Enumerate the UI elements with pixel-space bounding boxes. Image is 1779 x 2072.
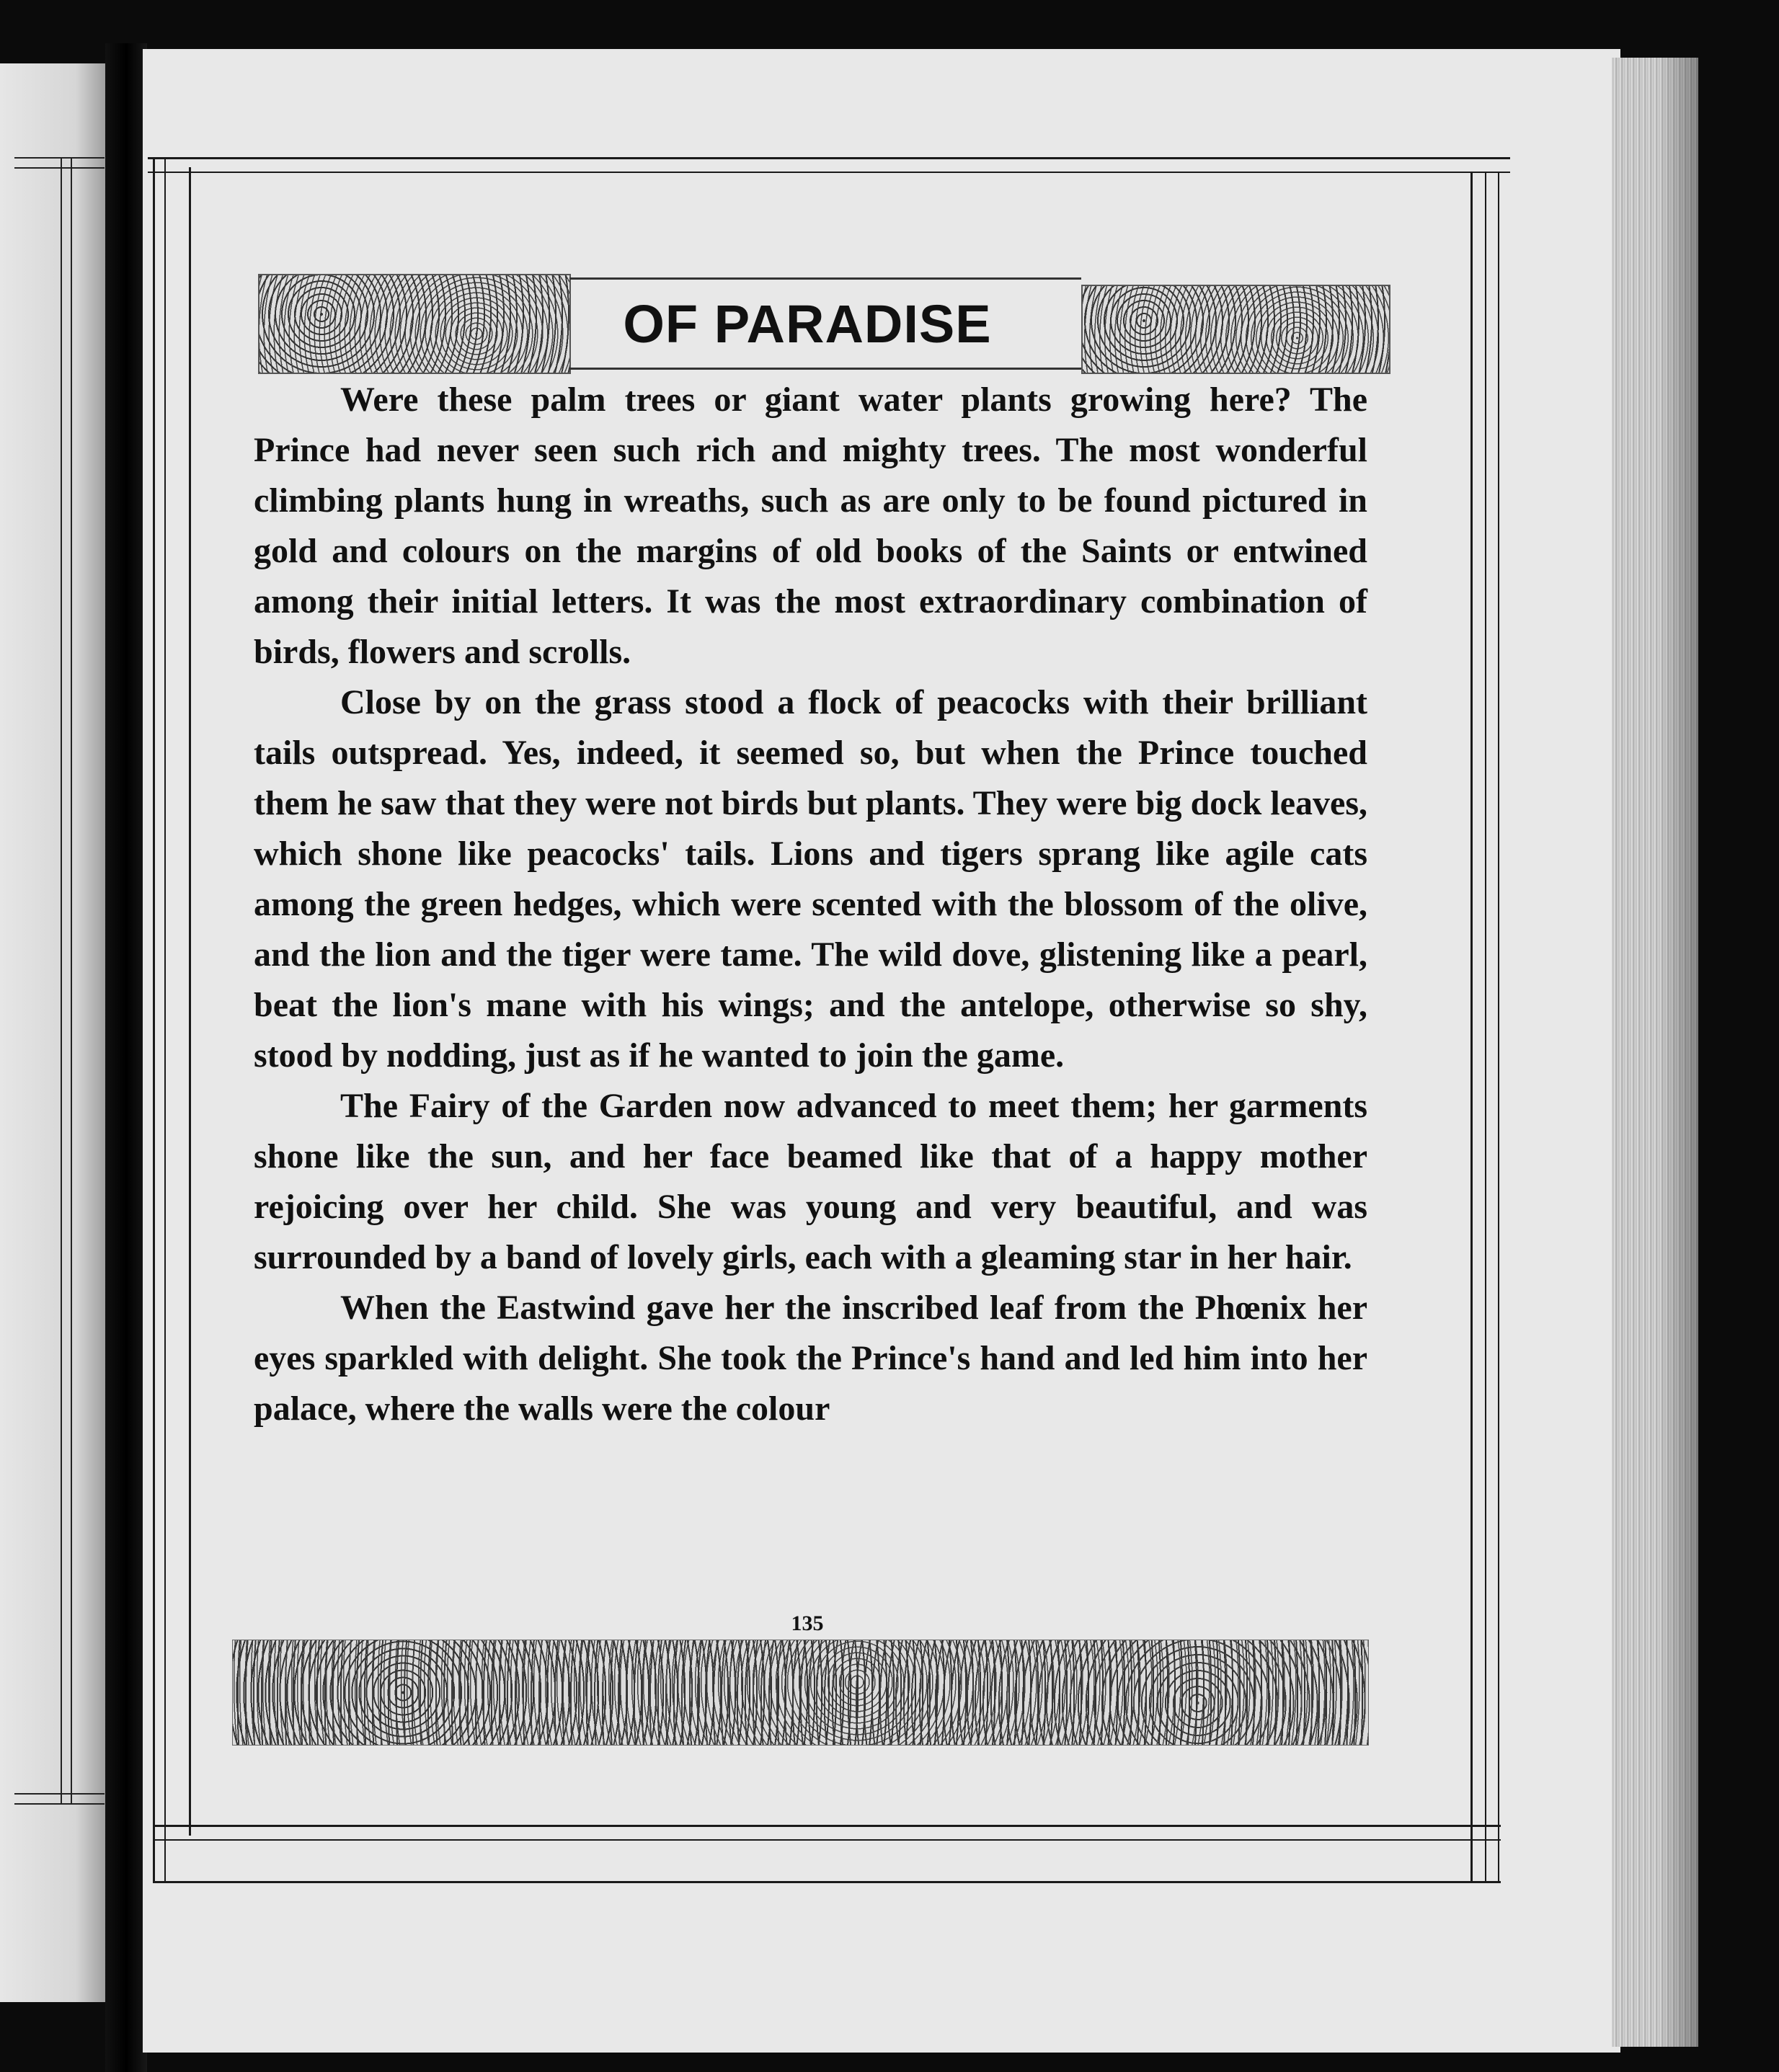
paragraph: Close by on the grass stood a flock of peacocks with their brilliant tails outspread. Yes, indeed, it seemed so, but when the Prince touched them he saw that they were not birds but plants. They were big dock leaves, which shone like peacocks' tails. Lions and tigers sprang like agile cats among the green hedges, which were scented with the blossom of the olive, and the lion and the tiger were tame. The wild dove, glistening like a pearl, beat the lion's mane with his wings; and the antelope, otherwise so shy, stood by nodding, just as if he wanted to join the game. xyxy=(254,683,1367,1075)
page-number: 135 xyxy=(791,1611,824,1635)
frame-inner-left-rule xyxy=(189,167,191,1836)
facing-page-rule xyxy=(14,1793,105,1795)
book-gutter xyxy=(105,43,147,2072)
frame-bottom-rule xyxy=(153,1839,1501,1841)
page-title: OF PARADISE xyxy=(623,294,992,354)
frame-right-rule xyxy=(1498,172,1499,1883)
frame-left-rule xyxy=(164,157,166,1883)
frame-right-rule xyxy=(1485,172,1486,1883)
facing-page-rule xyxy=(14,157,105,159)
frame-left-rule xyxy=(153,157,155,1883)
frame-right-rule xyxy=(1470,172,1473,1883)
facing-page-rule xyxy=(14,1803,105,1805)
paragraph: Were these palm trees or giant water plants growing here? The Prince had never seen such rich and mighty trees. The most wonderful climbing plants hung in wreaths, such as are only to be found pictured in gold and colours on the margins of old books of the Saints or entwined among their initial letters. It was the most extraordinary combination of birds, flowers and scrolls. xyxy=(254,381,1367,671)
frame-top-rule xyxy=(148,157,1510,159)
page-stack-shadow xyxy=(1658,58,1698,2047)
footer-ornament xyxy=(232,1640,1369,1746)
facing-page-edge xyxy=(0,63,108,2002)
header-ornament-right xyxy=(1081,285,1390,374)
facing-page-rule xyxy=(61,159,62,1803)
header-ornament-band xyxy=(569,368,1081,370)
frame-bottom-rule xyxy=(153,1825,1501,1827)
facing-page-rule xyxy=(14,167,105,169)
paragraph: The Fairy of the Garden now advanced to meet them; her garments shone like the sun, and her face beamed like that of a happy mother rejoicing over her child. She was young and very beautiful, and was surrounded by a band of lovely girls, each with a gleaming star in her hair. xyxy=(254,1087,1367,1276)
paragraph: When the Eastwind gave her the inscribed leaf from the Phœnix her eyes sparkled with delight. She took the Prince's hand and led him into her palace, where the walls were the colour xyxy=(254,1289,1367,1428)
body-text xyxy=(254,375,1367,1434)
frame-top-rule xyxy=(148,172,1510,173)
facing-page-rule xyxy=(71,159,72,1803)
frame-bottom-rule xyxy=(153,1881,1501,1883)
header-ornament-left xyxy=(258,274,571,374)
header-ornament-band xyxy=(569,277,1081,280)
